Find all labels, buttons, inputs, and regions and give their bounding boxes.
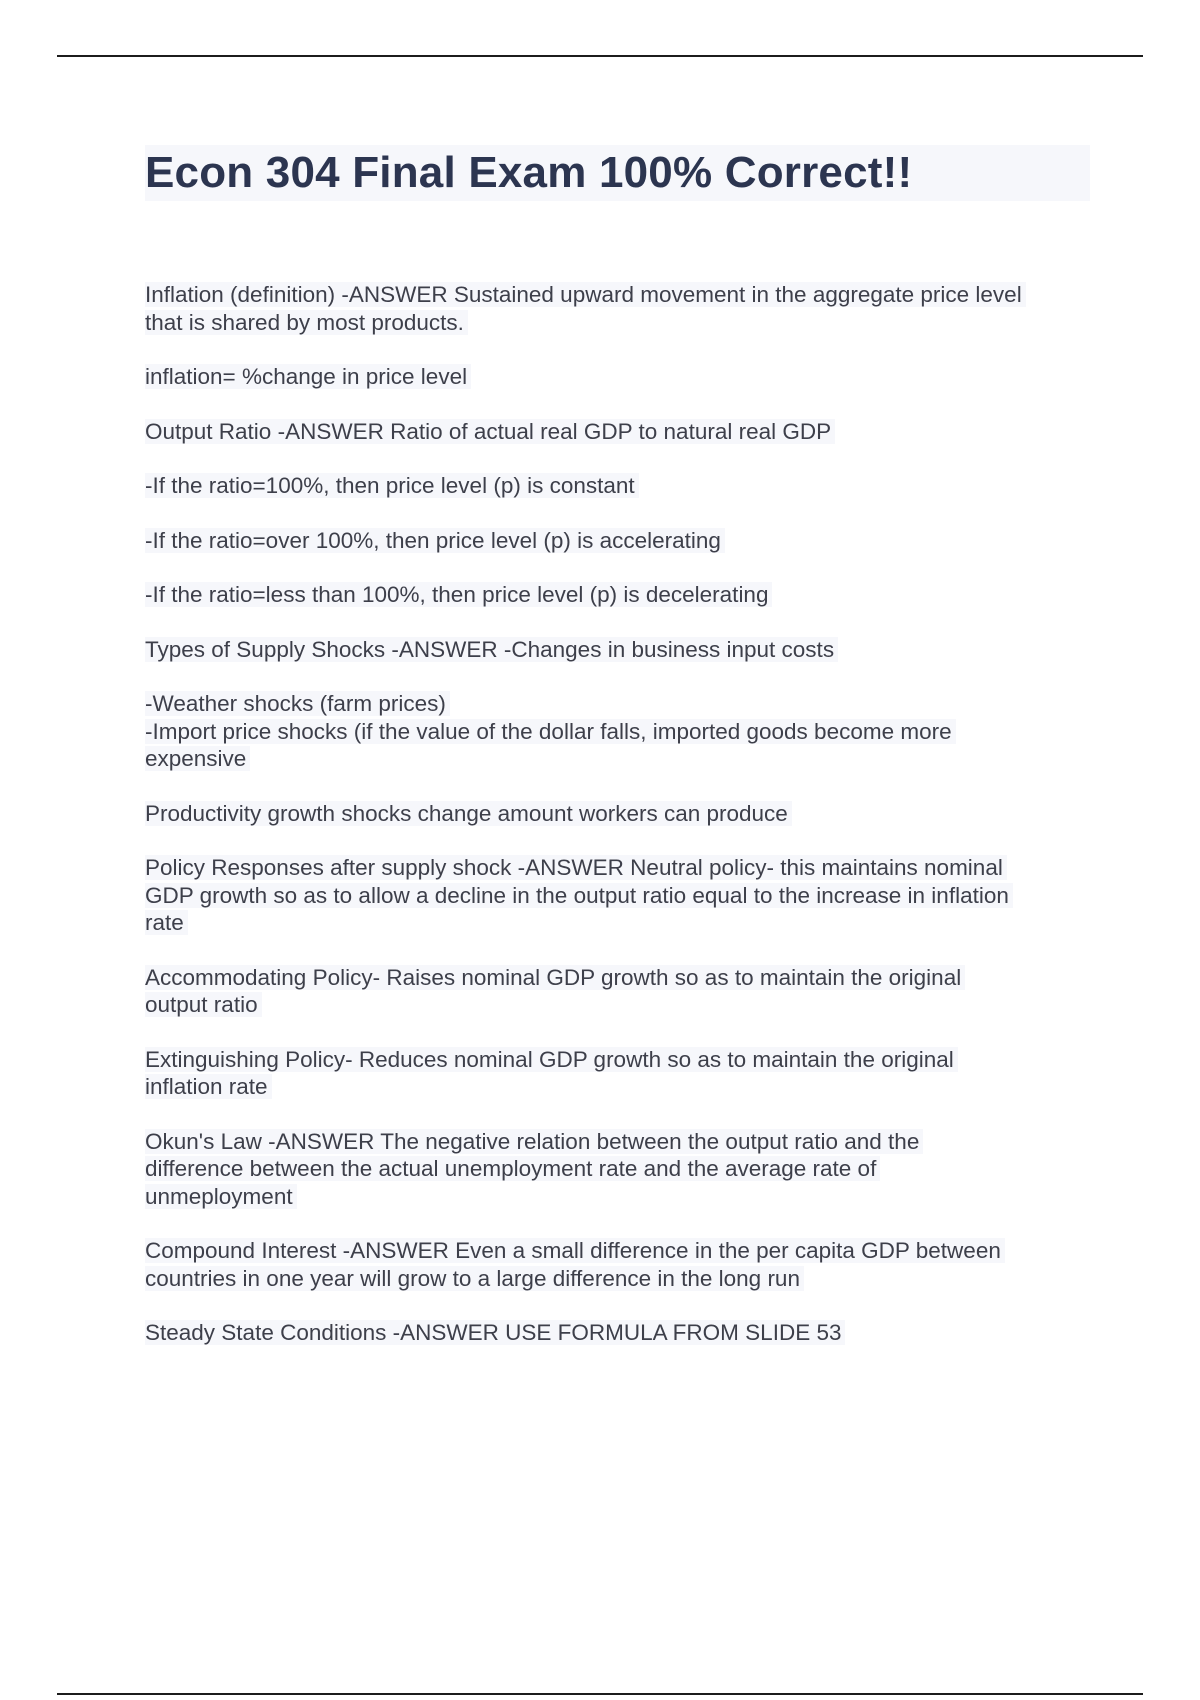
qa-paragraph <box>145 1128 1090 1211</box>
line-text: expensive <box>145 746 250 771</box>
text-line <box>145 854 1090 882</box>
line-text: -If the ratio=100%, then price level (p) is constant <box>145 473 639 498</box>
line-text: countries in one year will grow to a large difference in the long run <box>145 1266 804 1291</box>
line-text: rate <box>145 910 188 935</box>
qa-paragraph <box>145 854 1090 937</box>
qa-paragraph <box>145 281 1090 336</box>
text-line <box>145 1155 1090 1183</box>
text-line <box>145 1073 1090 1101</box>
line-text: Accommodating Policy- Raises nominal GDP growth so as to maintain the original <box>145 965 965 990</box>
line-text: unmeployment <box>145 1184 297 1209</box>
line-text: -If the ratio=over 100%, then price level (p) is accelerating <box>145 528 725 553</box>
line-text: inflation rate <box>145 1074 272 1099</box>
top-rule <box>57 55 1143 57</box>
text-line <box>145 718 1090 746</box>
line-text: -Weather shocks (farm prices) <box>145 691 450 716</box>
qa-paragraph <box>145 690 1090 773</box>
qa-paragraph <box>145 964 1090 1019</box>
qa-paragraph <box>145 636 1090 664</box>
line-text: difference between the actual unemployment rate and the average rate of <box>145 1156 880 1181</box>
qa-paragraph <box>145 1319 1090 1347</box>
qa-paragraph <box>145 418 1090 446</box>
text-line <box>145 281 1090 309</box>
text-line <box>145 882 1090 910</box>
line-text: Policy Responses after supply shock -ANSWER Neutral policy- this maintains nominal <box>145 855 1007 880</box>
qa-paragraph <box>145 800 1090 828</box>
qa-paragraph <box>145 363 1090 391</box>
text-line <box>145 964 1090 992</box>
document-title: Econ 304 Final Exam 100% Correct!! <box>145 148 913 197</box>
text-line <box>145 309 1090 337</box>
line-text: output ratio <box>145 992 262 1017</box>
text-line <box>145 363 1090 391</box>
text-line <box>145 909 1090 937</box>
text-line <box>145 418 1090 446</box>
text-line <box>145 581 1090 609</box>
line-text: Compound Interest -ANSWER Even a small difference in the per capita GDP between <box>145 1238 1005 1263</box>
text-line <box>145 1319 1090 1347</box>
line-text: Steady State Conditions -ANSWER USE FORMULA FROM SLIDE 53 <box>145 1320 845 1345</box>
line-text: GDP growth so as to allow a decline in the output ratio equal to the increase in inflation <box>145 883 1013 908</box>
text-line <box>145 745 1090 773</box>
text-line <box>145 472 1090 500</box>
text-line <box>145 527 1090 555</box>
line-text: Extinguishing Policy- Reduces nominal GDP growth so as to maintain the original <box>145 1047 958 1072</box>
text-line <box>145 991 1090 1019</box>
line-text: Productivity growth shocks change amount workers can produce <box>145 801 792 826</box>
text-line <box>145 636 1090 664</box>
text-line <box>145 1128 1090 1156</box>
line-text: -Import price shocks (if the value of the dollar falls, imported goods become more <box>145 719 956 744</box>
qa-paragraph <box>145 581 1090 609</box>
title-band <box>145 145 1090 201</box>
document-body <box>145 145 1090 1374</box>
line-text: Types of Supply Shocks -ANSWER -Changes in business input costs <box>145 637 838 662</box>
bottom-rule <box>57 1693 1143 1695</box>
text-line <box>145 690 1090 718</box>
qa-paragraph <box>145 472 1090 500</box>
text-line <box>145 1046 1090 1074</box>
line-text: Okun's Law -ANSWER The negative relation between the output ratio and the <box>145 1129 923 1154</box>
line-text: that is shared by most products. <box>145 310 468 335</box>
line-text: inflation= %change in price level <box>145 364 471 389</box>
text-line <box>145 800 1090 828</box>
text-line <box>145 1183 1090 1211</box>
qa-list <box>145 281 1090 1347</box>
qa-paragraph <box>145 1237 1090 1292</box>
qa-paragraph <box>145 1046 1090 1101</box>
line-text: Inflation (definition) -ANSWER Sustained upward movement in the aggregate price level <box>145 282 1026 307</box>
text-line <box>145 1265 1090 1293</box>
line-text: -If the ratio=less than 100%, then price level (p) is decelerating <box>145 582 772 607</box>
text-line <box>145 1237 1090 1265</box>
qa-paragraph <box>145 527 1090 555</box>
line-text: Output Ratio -ANSWER Ratio of actual real GDP to natural real GDP <box>145 419 835 444</box>
